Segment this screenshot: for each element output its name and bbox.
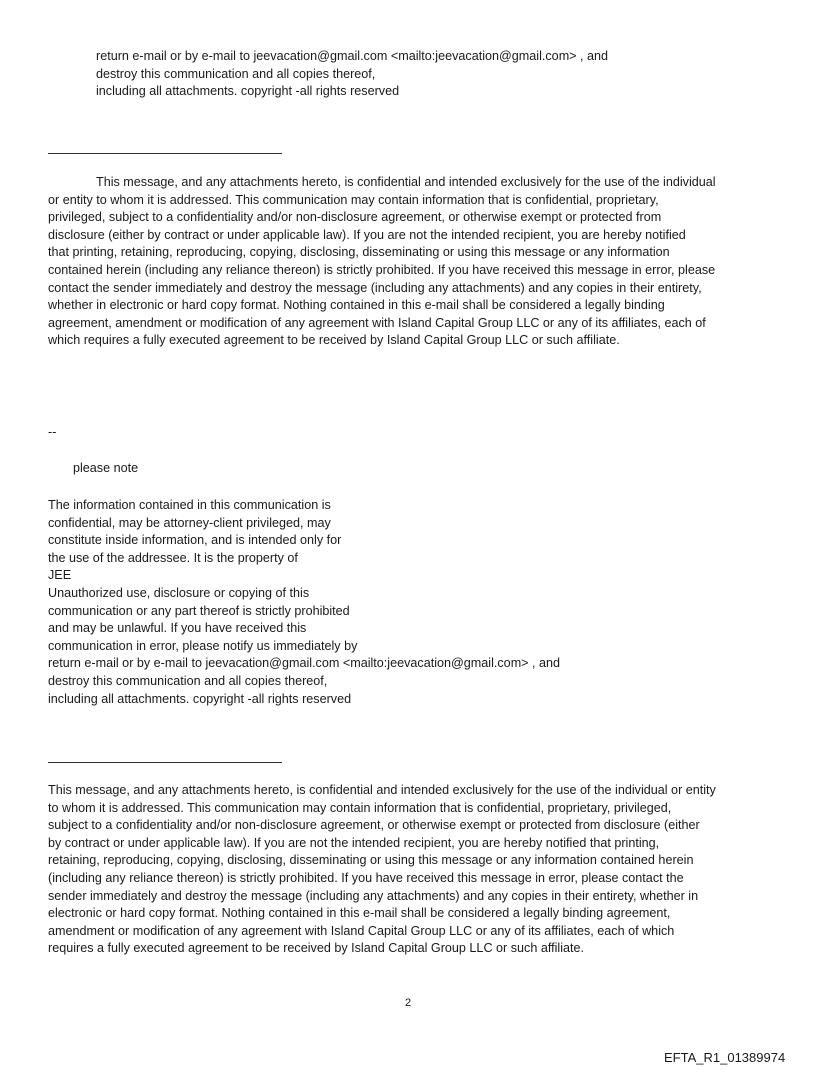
notice-line: constitute inside information, and is intended only for: [48, 533, 342, 548]
notice-line: communication in error, please notify us immediately by: [48, 638, 358, 653]
disclaimer-line: agreement, amendment or modification of any agreement with Island Capital Group LLC or any of its affiliates, each of: [48, 315, 706, 330]
disclaimer-line: contact the sender immediately and destroy the message (including any attachments) and any copies in their entirety,: [48, 280, 702, 295]
separator-rule-2: [48, 762, 282, 763]
disclaimer-line: (including any reliance thereon) is strictly prohibited. If you have received this message in error, please contact the: [48, 870, 684, 885]
top-notice-line: return e-mail or by e-mail to jeevacation@gmail.com <mailto:jeevacation@gmail.com> , and: [96, 49, 609, 63]
disclaimer-line: This message, and any attachments hereto, is confidential and intended exclusively for the use of the individual: [96, 175, 716, 189]
attorney-client-notice: [48, 497, 560, 708]
notice-line: confidential, may be attorney-client privileged, may: [48, 515, 331, 530]
disclaimer-line: contained herein (including any reliance thereon) is strictly prohibited. If you have received this message in error, please: [48, 262, 716, 277]
top-notice-line: including all attachments. copyright -all rights reserved: [96, 84, 400, 99]
page-number: 2: [404, 997, 412, 1009]
confidentiality-disclaimer-2: [48, 782, 716, 958]
disclaimer-line: sender immediately and destroy the message (including any attachments) and any copies in their entirety, whether in: [48, 888, 699, 903]
separator-rule-1: [48, 153, 282, 154]
disclaimer-line: retaining, reproducing, copying, disclosing, disseminating or using this message or any information contained herein: [48, 853, 694, 868]
notice-line: JEE: [48, 568, 72, 583]
notice-line: communication or any part thereof is strictly prohibited: [48, 603, 350, 618]
notice-line: return e-mail or by e-mail to jeevacation@gmail.com <mailto:jeevacation@gmail.com> , and: [48, 656, 561, 671]
disclaimer-line: amendment or modification of any agreement with Island Capital Group LLC or any of its affiliates, each of which: [48, 923, 675, 938]
notice-line: the use of the addressee. It is the property of: [48, 550, 298, 565]
notice-line: destroy this communication and all copies thereof,: [48, 673, 328, 688]
notice-line: and may be unlawful. If you have received this: [48, 621, 307, 636]
confidentiality-disclaimer-1: [48, 174, 716, 350]
document-id-stamp: EFTA_R1_01389974: [664, 1050, 786, 1065]
notice-line: including all attachments. copyright -all rights reserved: [48, 691, 352, 706]
signature-separator: --: [48, 425, 57, 439]
disclaimer-line: subject to a confidentiality and/or non-disclosure agreement, or otherwise exempt or protected from disclosure (either: [48, 818, 700, 833]
disclaimer-line: that printing, retaining, reproducing, copying, disclosing, disseminating or using this message or any information: [48, 245, 670, 260]
disclaimer-line: electronic or hard copy format. Nothing contained in this e-mail shall be considered a legally binding agreement,: [48, 906, 671, 921]
notice-line: The information contained in this communication is: [48, 498, 331, 512]
top-notice-line: destroy this communication and all copies thereof,: [96, 66, 376, 81]
disclaimer-line: which requires a fully executed agreement to be received by Island Capital Group LLC or such affiliate.: [48, 333, 620, 348]
disclaimer-line: to whom it is addressed. This communication may contain information that is confidential, proprietary, privileged,: [48, 800, 672, 815]
disclaimer-line: by contract or under applicable law). If you are not the intended recipient, you are hereby notified that printing,: [48, 835, 660, 850]
disclaimer-line: requires a fully executed agreement to be received by Island Capital Group LLC or such affiliate.: [48, 941, 585, 956]
disclaimer-line: whether in electronic or hard copy format. Nothing contained in this e-mail shall be considered a legally binding: [48, 298, 665, 313]
disclaimer-line: disclosure (either by contract or under applicable law). If you are not the intended recipient, you are hereby notified: [48, 227, 686, 242]
disclaimer-line: This message, and any attachments hereto, is confidential and intended exclusively for the use of the individual or entity: [48, 783, 716, 797]
please-note-heading: please note: [73, 461, 139, 475]
disclaimer-line: or entity to whom it is addressed. This communication may contain information that is confidential, proprietary,: [48, 192, 659, 207]
disclaimer-line: privileged, subject to a confidentiality and/or non-disclosure agreement, or otherwise exempt or protected from: [48, 210, 662, 225]
notice-line: Unauthorized use, disclosure or copying of this: [48, 585, 310, 600]
top-notice-continuation: [96, 48, 608, 101]
